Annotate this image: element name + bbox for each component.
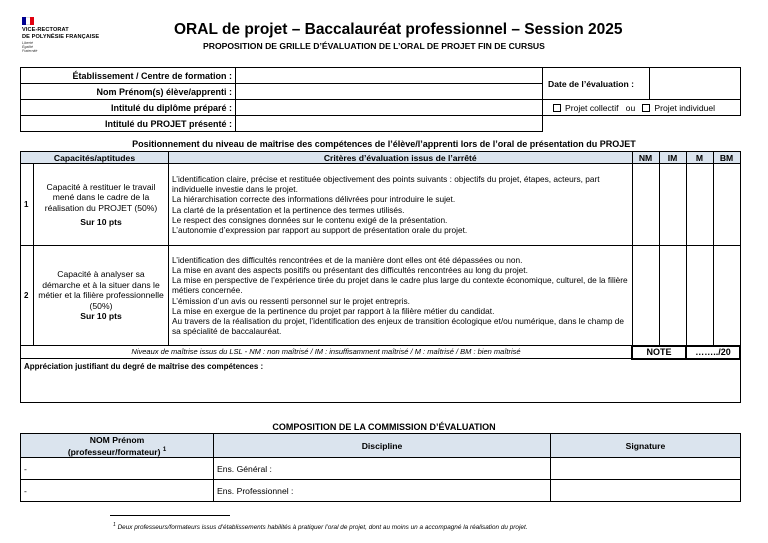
motto-1: Liberté (22, 41, 33, 45)
grid-row-2 (21, 246, 741, 346)
row-number: 1 (21, 164, 34, 246)
criterion: L’identification claire, précise et restituée objectivement des points suivants : objectifs du projet, étapes, acteurs, part individuelle investie dans le projet. (172, 173, 600, 195)
member-name[interactable]: - (21, 458, 214, 480)
date-label: Date de l’évaluation : (543, 68, 650, 100)
col-name-sup: 1 (162, 446, 167, 453)
col-name-text: (professeur/formateur) (67, 446, 161, 457)
date-field[interactable] (650, 68, 741, 100)
commission-table (20, 433, 741, 502)
collectif-label: Projet collectif (565, 102, 619, 113)
capacity-text: Capacité à restituer le travail mené dans le cadre de la réalisation du PROJET (50%) (44, 181, 158, 213)
col-name-line2 (24, 445, 210, 457)
nm-cell[interactable] (632, 164, 659, 246)
criterion: La mise en avant des aspects positifs ou présentant des difficultés rencontrées au long du projet. (172, 264, 528, 275)
criterion: L’autonomie d’expression par rapport au support de présentation orale du projet. (172, 224, 468, 235)
nom-label: Nom Prénom(s) élève/apprenti : (21, 84, 236, 100)
footnote-text: Deux professeurs/formateurs issus d’établissements habilités à pratiquer l’oral de projet, dont au moins un a accompagné la réalisation du projet. (117, 524, 528, 532)
diplome-label: Intitulé du diplôme préparé : (21, 100, 236, 116)
criterion: La hiérarchisation correcte des informations délivrées pour introduire le sujet. (172, 194, 456, 205)
ou-label: ou (625, 102, 636, 113)
bm-cell[interactable] (713, 246, 740, 346)
col-discipline: Discipline (214, 434, 551, 458)
commission-row (21, 458, 741, 480)
capacity-text: Capacité à analyser sa démarche et à la situer dans le métier et la filière professionnelle (50%) (38, 269, 164, 311)
appreciation-label: Appréciation justifiant du degré de maîtrise des compétences : (24, 361, 264, 371)
grid-row-1 (21, 164, 741, 246)
logo-motto (22, 41, 37, 54)
col-nm: NM (632, 152, 659, 164)
note-value[interactable]: ……../20 (686, 346, 740, 359)
col-im: IM (659, 152, 686, 164)
etablissement-field[interactable] (236, 68, 543, 84)
im-cell[interactable] (659, 164, 686, 246)
criterion: Au travers de la réalisation du projet, l’identification des enjeux de transition écologique et/ou numérique, dans le champ de sa spécialité de baccalauréat. (172, 315, 624, 337)
motto-3: Fraternité (22, 49, 38, 54)
footnote (113, 522, 528, 531)
member-signature[interactable] (551, 480, 741, 502)
note-label: NOTE (632, 346, 686, 359)
commission-title: COMPOSITION DE LA COMMISSION D’ÉVALUATION (272, 422, 496, 432)
criteria-cell (169, 246, 633, 346)
criterion: L’émission d’un avis ou ressenti personnel sur le projet entrepris. (172, 295, 410, 306)
capacity-points: Sur 10 pts (80, 311, 122, 322)
commission-row (21, 480, 741, 502)
candidate-info-table (20, 67, 741, 132)
col-signature: Signature (551, 434, 741, 458)
appreciation-box[interactable] (21, 359, 741, 403)
member-discipline: Ens. Général : (214, 458, 551, 480)
member-signature[interactable] (551, 458, 741, 480)
col-capacities: Capacités/aptitudes (21, 152, 169, 164)
m-cell[interactable] (686, 246, 713, 346)
criteria-cell (169, 164, 633, 246)
capacity-cell (34, 164, 169, 246)
logo-line-1: VICE-RECTORAT (22, 27, 69, 33)
levels-legend: Niveaux de maîtrise issus du LSL - NM : non maîtrisé / IM : insuffisamment maîtrisé / M : maîtrisé / BM : bien maîtrisé (21, 346, 633, 359)
criterion: La mise en exergue de la pertinence du projet par rapport à la filière métier du candidat. (172, 305, 495, 316)
projet-label: Intitulé du PROJET présenté : (21, 116, 236, 132)
m-cell[interactable] (686, 164, 713, 246)
row-number: 2 (21, 246, 34, 346)
nom-field[interactable] (236, 84, 543, 100)
capacity-cell (34, 246, 169, 346)
project-type (543, 100, 741, 116)
col-bm: BM (713, 152, 740, 164)
col-name-line1: NOM Prénom (89, 434, 145, 445)
criterion: La clarté de la présentation et la pertinence des termes utilisés. (172, 204, 405, 215)
individuel-checkbox[interactable] (642, 104, 650, 112)
nm-cell[interactable] (632, 246, 659, 346)
col-m: M (686, 152, 713, 164)
criterion: L’identification des difficultés rencontrées et de la manière dont elles ont été dépassées ou non. (172, 254, 523, 265)
projet-field[interactable] (236, 116, 543, 132)
competency-grid (20, 151, 741, 403)
footnote-rule (110, 515, 230, 516)
etablissement-label: Établissement / Centre de formation : (21, 68, 236, 84)
member-name[interactable]: - (21, 480, 214, 502)
page-title: ORAL de projet – Baccalauréat professionnel – Session 2025 (174, 21, 623, 38)
motto-2: Égalité (22, 45, 33, 50)
individuel-label: Projet individuel (654, 102, 716, 113)
col-nom-prenom (21, 434, 214, 458)
criterion: Le respect des consignes données sur le contenu exigé de la présentation. (172, 214, 448, 225)
diplome-field[interactable] (236, 100, 543, 116)
logo-text (22, 27, 99, 40)
bm-cell[interactable] (713, 164, 740, 246)
logo-line-2: DE POLYNÉSIE FRANÇAISE (22, 33, 100, 40)
positioning-title: Positionnement du niveau de maîtrise des compétences de l’élève/l’apprenti lors de l’oral de présentation du PROJET (132, 139, 636, 149)
capacity-points: Sur 10 pts (80, 217, 122, 227)
page-subtitle: PROPOSITION DE GRILLE D’ÉVALUATION DE L’ORAL DE PROJET FIN DE CURSUS (203, 41, 545, 51)
footnote-sup: 1 (113, 522, 116, 528)
im-cell[interactable] (659, 246, 686, 346)
col-criteria: Critères d’évaluation issus de l’arrêté (169, 152, 633, 164)
marianne-logo (22, 17, 34, 25)
collectif-checkbox[interactable] (553, 104, 561, 112)
criterion: La mise en perspective de l’expérience tirée du projet dans le cadre plus large du contexte économique, culturel, de la filière métiers concernée. (172, 275, 628, 296)
member-discipline: Ens. Professionnel : (214, 480, 551, 502)
